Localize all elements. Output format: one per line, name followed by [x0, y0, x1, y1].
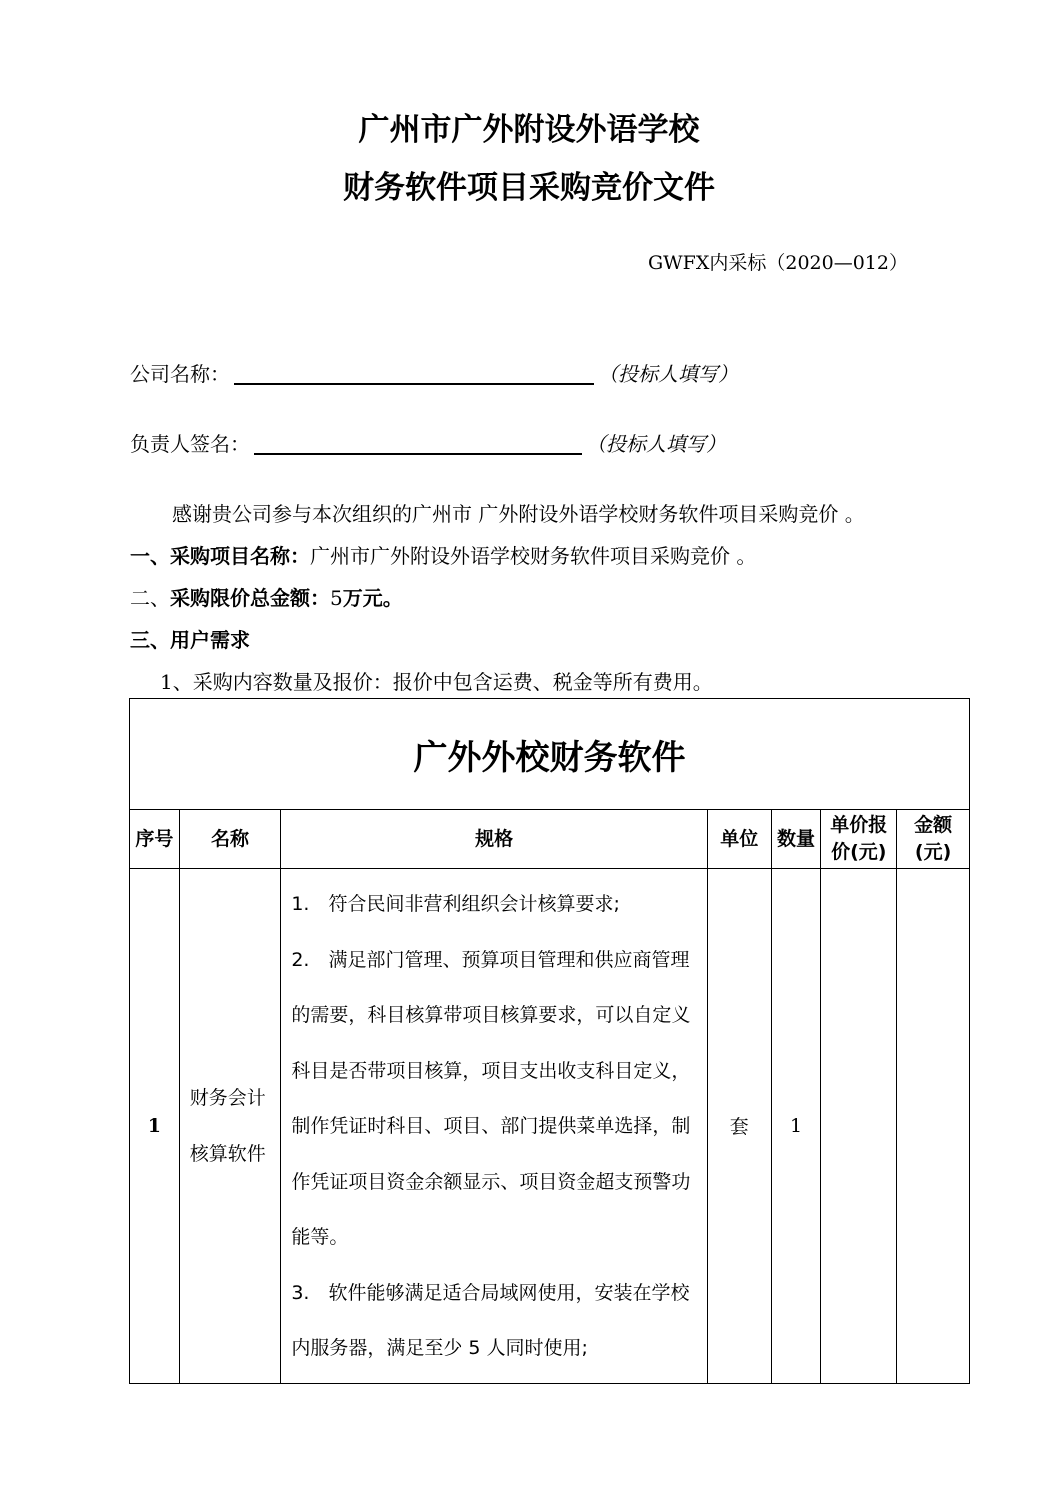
row-amount[interactable] [897, 869, 970, 1384]
section-1-label: 一、采购项目名称： [130, 544, 310, 568]
table-caption: 广外外校财务软件 [130, 699, 970, 810]
section-3 [130, 624, 250, 653]
section-2-label: 采购限价总金额： [170, 586, 330, 610]
section-2 [130, 582, 403, 611]
spec-item-1: 1. 符合民间非营利组织会计核算要求; [291, 893, 620, 915]
procurement-table [129, 698, 970, 1384]
header-amount: 金额(元) [897, 810, 970, 869]
row-qty: 1 [771, 869, 821, 1384]
company-name-field [130, 358, 738, 387]
intro-paragraph: 感谢贵公司参与本次组织的广州市 广外附设外语学校财务软件项目采购竞价 。 [172, 502, 865, 526]
section-2-value: 5 [330, 586, 343, 610]
section-1-value: 广州市广外附设外语学校财务软件项目采购竞价 。 [310, 544, 757, 568]
table-header-row [130, 810, 970, 869]
section-2-suffix: 万元。 [342, 586, 403, 610]
company-name-label: 公司名称： [130, 362, 230, 386]
section-3-label: 三、用户需求 [130, 628, 250, 652]
header-seq: 序号 [130, 810, 180, 869]
spec-item-3: 3. 软件能够满足适合局域网使用，安装在学校内服务器，满足至少 5 人同时使用; [291, 1281, 690, 1359]
signer-blank[interactable] [254, 435, 582, 455]
document-title-line2: 财务软件项目采购竞价文件 [343, 170, 715, 206]
header-name: 名称 [179, 810, 281, 869]
document-number: GWFX内采标（2020—012） [647, 252, 908, 274]
header-spec: 规格 [281, 810, 708, 869]
row-price[interactable] [821, 869, 897, 1384]
row-seq: 1 [130, 869, 180, 1384]
signer-field [130, 428, 726, 457]
company-name-note: （投标人填写） [598, 362, 738, 386]
signer-note: （投标人填写） [586, 432, 726, 456]
row-name: 财务会计核算软件 [179, 869, 281, 1384]
header-qty: 数量 [771, 810, 821, 869]
header-price: 单价报价(元) [821, 810, 897, 869]
section-2-prefix: 二、 [130, 586, 170, 610]
document-title-line1: 广州市广外附设外语学校 [358, 112, 700, 148]
header-unit: 单位 [707, 810, 771, 869]
row-spec [281, 869, 708, 1384]
table-row [130, 869, 970, 1384]
signer-label: 负责人签名： [130, 432, 250, 456]
section-3-1: 1、采购内容数量及报价：报价中包含运费、税金等所有费用。 [160, 670, 713, 694]
row-unit: 套 [707, 869, 771, 1384]
company-name-blank[interactable] [234, 365, 594, 385]
spec-item-2: 2. 满足部门管理、预算项目管理和供应商管理的需要，科目核算带项目核算要求，可以自定义科目是否带项目核算，项目支出收支科目定义，制作凭证时科目、项目、部门提供菜单选择，制作凭证项目资金余额显示、项目资金超支预警功能等。 [291, 948, 691, 1248]
section-1 [130, 540, 756, 569]
